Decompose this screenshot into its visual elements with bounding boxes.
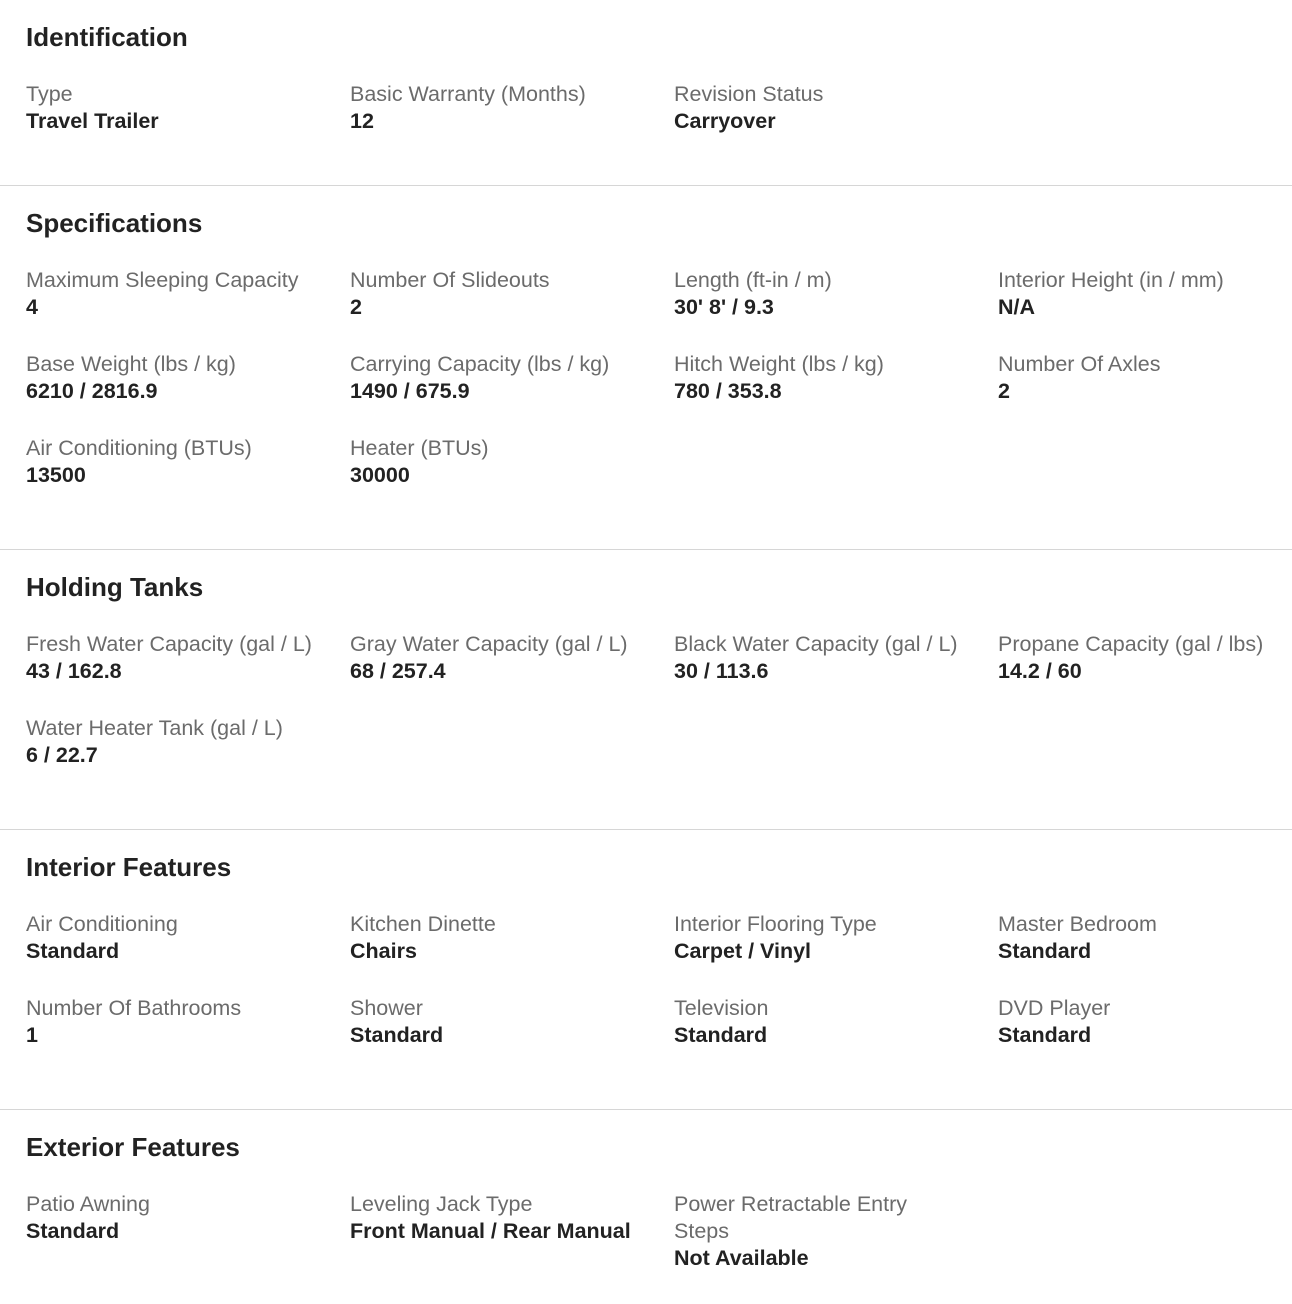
field-propane-capacity [998,631,1292,715]
field-value: 30 / 113.6 [674,659,769,683]
field-value: 30' 8' / 9.3 [674,295,774,319]
field-label: Patio Awning [26,1192,150,1216]
field-value: Standard [998,939,1092,963]
field-air-conditioning-btus [26,435,350,519]
field-revision-status [674,81,998,165]
field-label: DVD Player [998,996,1111,1020]
section-title: Identification [26,22,188,52]
field-black-water-capacity [674,631,998,715]
field-value: 2 [350,295,362,319]
field-label: Maximum Sleeping Capacity [26,268,299,292]
field-kitchen-dinette [350,911,674,995]
field-number-of-axles [998,351,1292,435]
field-fresh-water-capacity [26,631,350,715]
section-title: Specifications [26,208,203,238]
field-type [26,81,350,165]
field-basic-warranty [350,81,674,165]
field-heater-btus [350,435,674,519]
field-label: Fresh Water Capacity (gal / L) [26,632,312,656]
field-label: Water Heater Tank (gal / L) [26,716,283,740]
field-value: 4 [26,295,38,319]
field-label: Number Of Axles [998,352,1161,376]
field-grid [26,238,1292,519]
field-label: Television [674,996,769,1020]
field-label: Interior Height (in / mm) [998,268,1224,292]
field-label: Interior Flooring Type [674,912,877,936]
field-grid [26,602,1292,799]
field-label: Kitchen Dinette [350,912,496,936]
section-title: Exterior Features [26,1132,240,1162]
field-length [674,267,998,351]
field-value: Not Available [674,1246,809,1270]
field-dvd-player [998,995,1292,1079]
field-label: Carrying Capacity (lbs / kg) [350,352,610,376]
field-label: Revision Status [674,82,824,106]
field-base-weight [26,351,350,435]
field-value: 2 [998,379,1010,403]
section-title: Interior Features [26,852,232,882]
field-leveling-jack-type [350,1191,674,1275]
field-label: Basic Warranty (Months) [350,82,586,106]
field-value: Chairs [350,939,417,963]
field-hitch-weight [674,351,998,435]
field-patio-awning [26,1191,350,1275]
field-value: 6 / 22.7 [26,743,98,767]
field-grid [26,1162,1292,1275]
field-air-conditioning [26,911,350,995]
field-value: Travel Trailer [26,109,159,133]
field-max-sleeping-capacity [26,267,350,351]
field-number-of-bathrooms [26,995,350,1079]
field-value: 1 [26,1023,38,1047]
section-holding-tanks [0,550,1292,830]
field-number-of-slideouts [350,267,674,351]
field-grid [26,882,1292,1079]
field-label: Type [26,82,73,106]
field-value: Standard [674,1023,768,1047]
field-value: 1490 / 675.9 [350,379,470,403]
field-label: Air Conditioning (BTUs) [26,436,252,460]
field-grid [26,52,1292,165]
field-value: Front Manual / Rear Manual [350,1219,631,1243]
field-power-retractable-entry-steps [674,1191,998,1275]
section-title: Holding Tanks [26,572,204,602]
field-label: Gray Water Capacity (gal / L) [350,632,628,656]
field-label: Propane Capacity (gal / lbs) [998,632,1264,656]
field-label: Leveling Jack Type [350,1192,533,1216]
field-label: Length (ft-in / m) [674,268,832,292]
field-interior-flooring-type [674,911,998,995]
field-value: 14.2 / 60 [998,659,1082,683]
field-label: Air Conditioning [26,912,178,936]
field-label: Power Retractable Entry Steps [674,1192,908,1243]
field-value: 68 / 257.4 [350,659,446,683]
field-value: 6210 / 2816.9 [26,379,158,403]
field-label: Number Of Slideouts [350,268,550,292]
field-label: Hitch Weight (lbs / kg) [674,352,884,376]
section-specifications [0,186,1292,550]
field-value: 12 [350,109,374,133]
field-label: Black Water Capacity (gal / L) [674,632,958,656]
field-value: Standard [26,1219,120,1243]
field-shower [350,995,674,1079]
field-water-heater-tank [26,715,350,799]
field-carrying-capacity [350,351,674,435]
field-label: Heater (BTUs) [350,436,489,460]
field-value: Carpet / Vinyl [674,939,812,963]
section-interior-features [0,830,1292,1110]
section-identification [0,0,1292,186]
field-value: Standard [26,939,120,963]
field-television [674,995,998,1079]
field-value: Standard [998,1023,1092,1047]
field-value: 13500 [26,463,86,487]
field-value: 43 / 162.8 [26,659,122,683]
field-master-bedroom [998,911,1292,995]
field-value: Standard [350,1023,444,1047]
section-exterior-features [0,1110,1292,1304]
field-label: Base Weight (lbs / kg) [26,352,236,376]
field-value: 30000 [350,463,410,487]
field-label: Shower [350,996,423,1020]
field-label: Master Bedroom [998,912,1157,936]
field-interior-height [998,267,1292,351]
field-value: 780 / 353.8 [674,379,782,403]
field-label: Number Of Bathrooms [26,996,242,1020]
field-value: N/A [998,295,1036,319]
field-value: Carryover [674,109,776,133]
field-gray-water-capacity [350,631,674,715]
